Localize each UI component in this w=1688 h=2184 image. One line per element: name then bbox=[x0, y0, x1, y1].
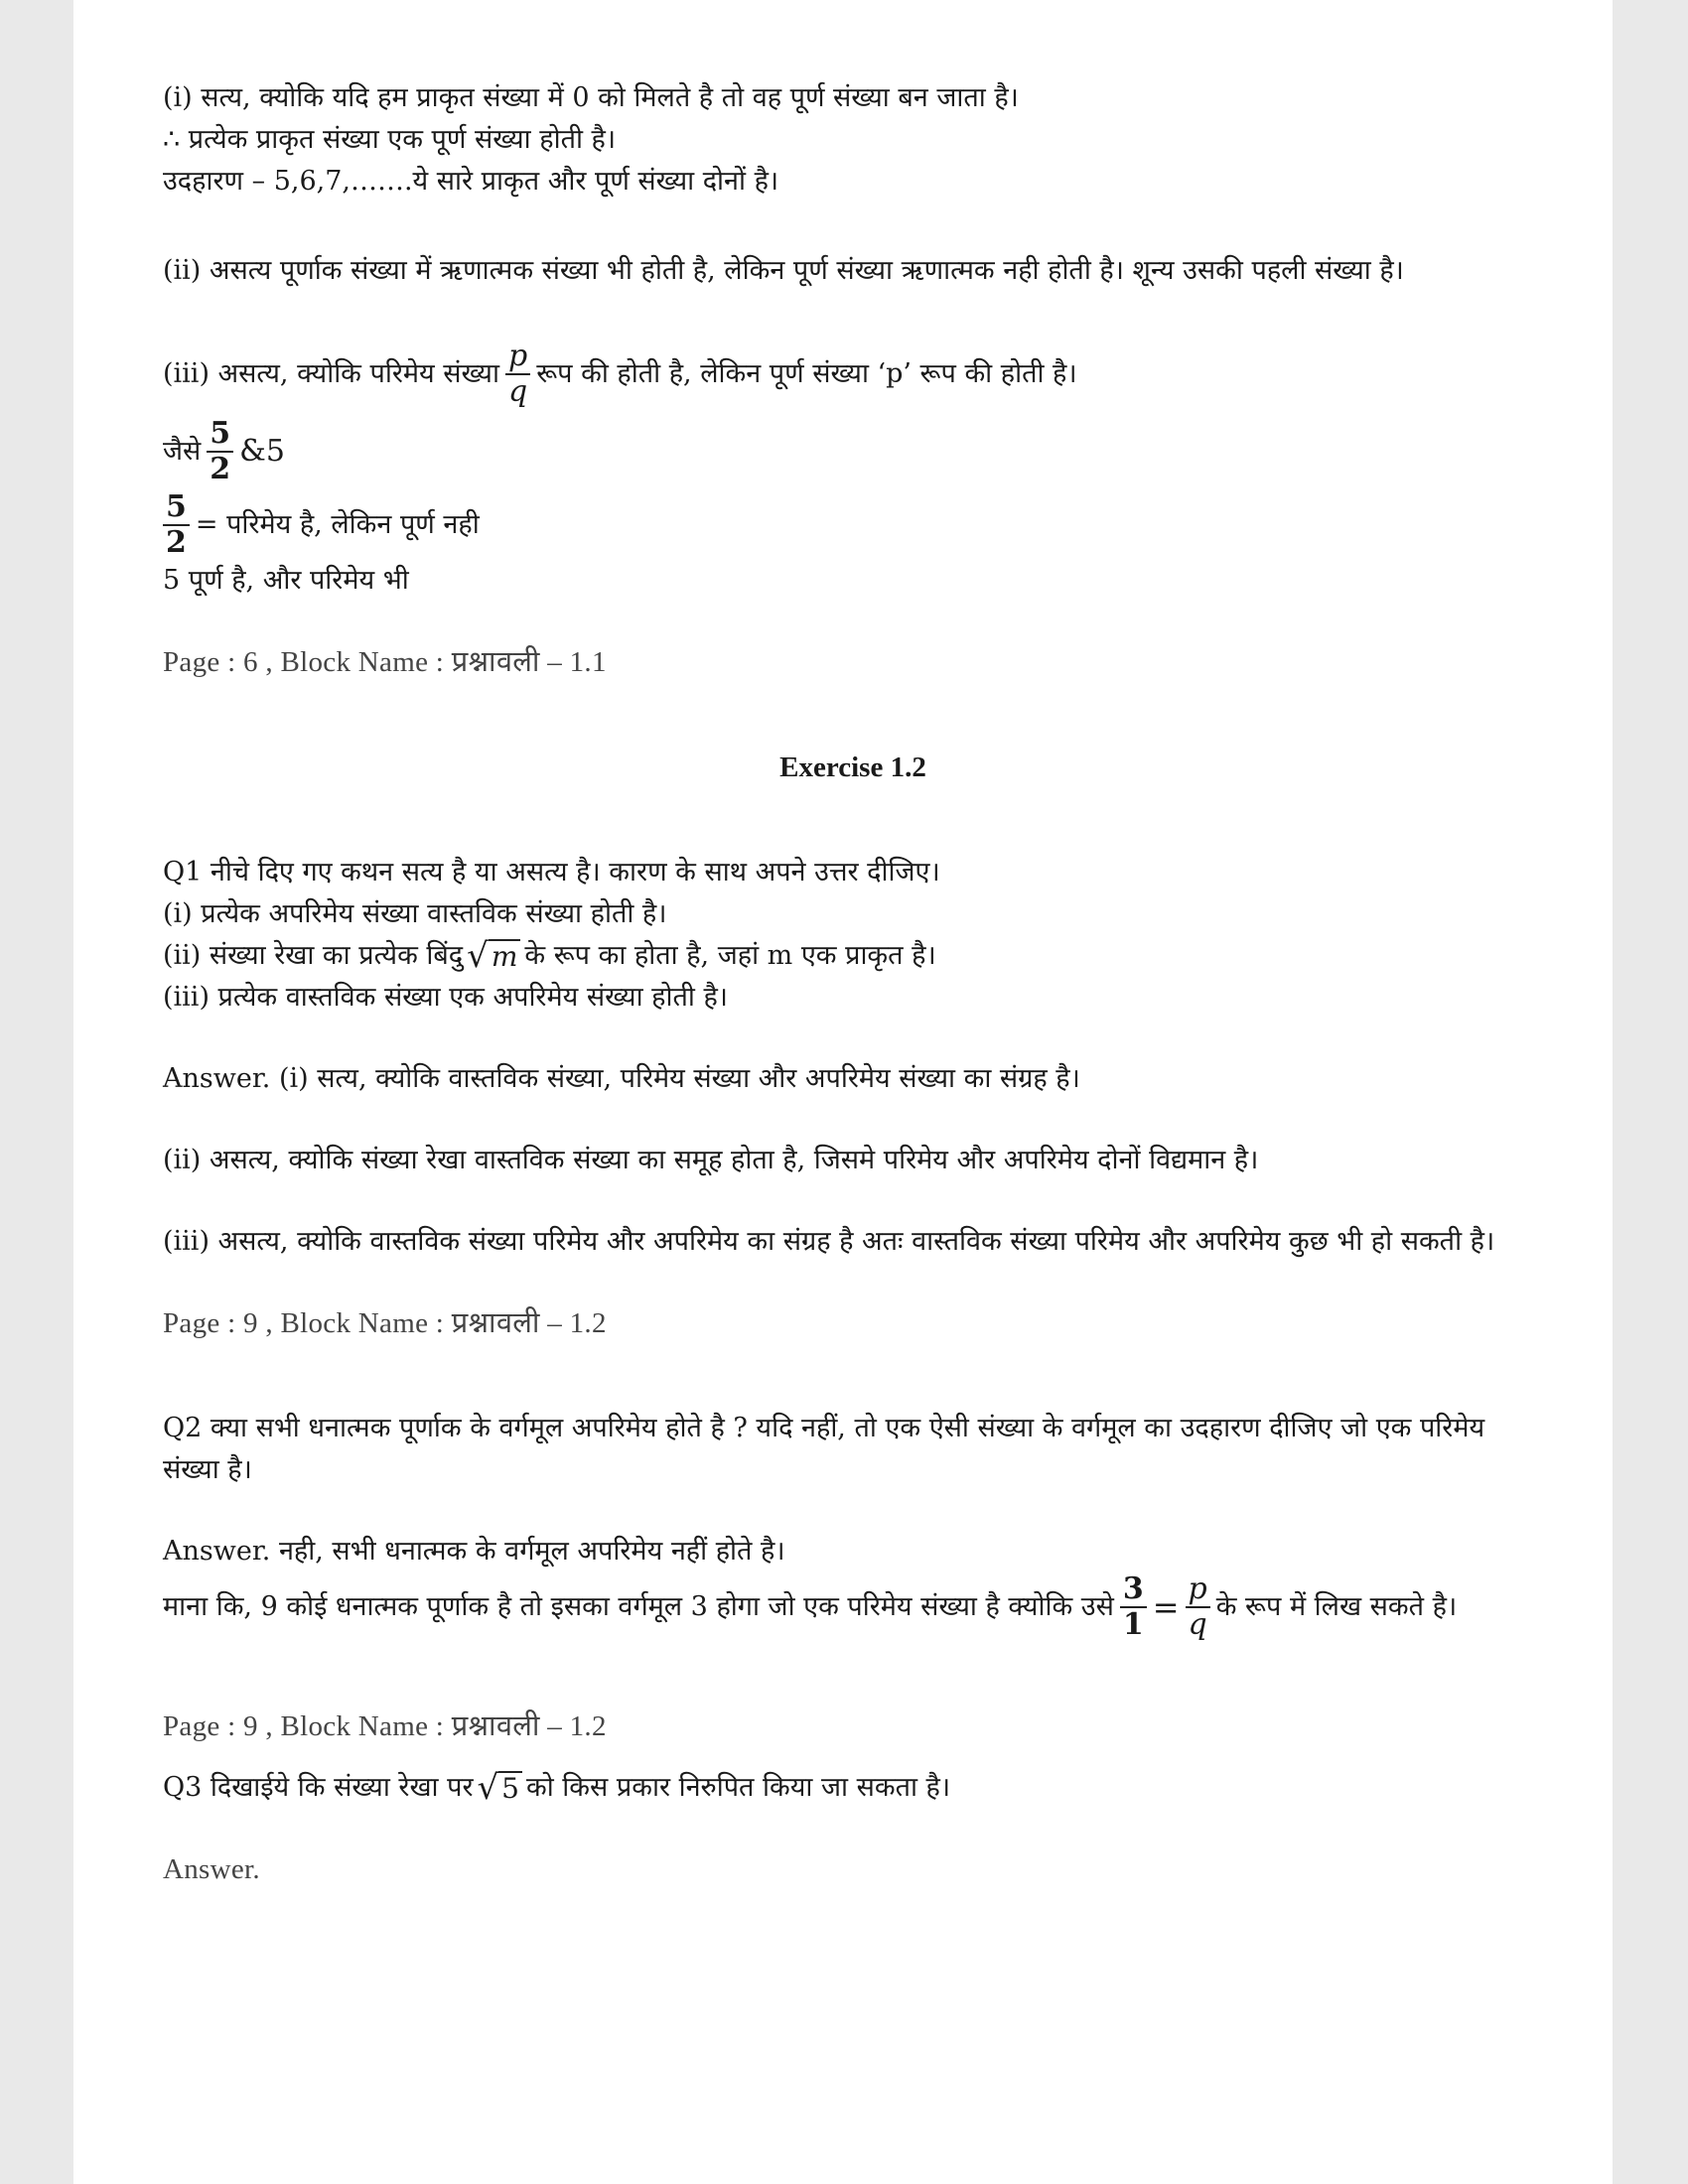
question-1-i: (i) प्रत्येक अपरिमेय संख्या वास्तविक संख्या होती है। bbox=[163, 898, 667, 929]
fraction-rational-line bbox=[157, 490, 1543, 560]
question-2: Q2 क्या सभी धनात्मक पूर्णाक के वर्गमूल अपरिमेय होते है ? यदि नहीं, तो एक ऐसी संख्या के वर्गमूल का उदहारण दीजिए जो एक परिमेय संख्या है। bbox=[163, 1413, 1485, 1485]
answer-2-post: के रूप में लिख सकते है। bbox=[1215, 1591, 1458, 1622]
answer-2-line-1: Answer. नही, सभी धनात्मक के वर्गमूल अपरिमेय नहीं होते है। bbox=[163, 1536, 785, 1567]
question-1-iii: (iii) प्रत्येक वास्तविक संख्या एक अपरिमेय संख्या होती है। bbox=[163, 982, 729, 1013]
question-3 bbox=[163, 1767, 1543, 1809]
answer-iii-line bbox=[163, 340, 1543, 409]
answer-iii-pre: (iii) असत्य, क्योकि परिमेय संख्या bbox=[163, 358, 499, 389]
fraction-numerator: p bbox=[507, 339, 528, 373]
question-1-ii bbox=[163, 935, 1543, 977]
question-3-pre: Q3 दिखाईये कि संख्या रेखा पर bbox=[163, 1772, 474, 1803]
example-post: &5 bbox=[239, 434, 285, 469]
document-content bbox=[163, 77, 1543, 1890]
fraction-numerator: 5 bbox=[166, 489, 187, 524]
radicand: m bbox=[489, 939, 521, 973]
fraction-numerator: 3 bbox=[1122, 1571, 1144, 1606]
answer-2-pre: माना कि, 9 कोई धनात्मक पूर्णाक है तो इसका वर्गमूल 3 होगा जो एक परिमेय संख्या है क्योकि उसे bbox=[163, 1591, 1114, 1622]
answer-2-line-2 bbox=[163, 1572, 1543, 1642]
question-1: Q1 नीचे दिए गए कथन सत्य है या असत्य है। कारण के साथ अपने उत्तर दीजिए। bbox=[163, 857, 940, 887]
fraction-5-2 bbox=[207, 417, 233, 486]
answer-1-i: Answer. (i) सत्य, क्योकि वास्तविक संख्या, परिमेय संख्या और अपरिमेय संख्या का संग्रह है। bbox=[163, 1063, 1080, 1094]
answer-iii-post: रूप की होती है, लेकिन पूर्ण संख्या ‘p’ रूप की होती है। bbox=[536, 358, 1077, 389]
therefore-text: ∴ प्रत्येक प्राकृत संख्या एक पूर्ण संख्या होती है। bbox=[163, 124, 617, 155]
question-3-post: को किस प्रकार निरुपित किया जा सकता है। bbox=[525, 1772, 951, 1803]
fraction-denominator: q bbox=[505, 373, 530, 409]
fraction-denominator: q bbox=[1186, 1606, 1210, 1642]
example-text: उदहारण – 5,6,7,…….ये सारे प्राकृत और पूर्ण संख्या दोनों है। bbox=[163, 166, 779, 197]
fraction-denominator: 1 bbox=[1120, 1606, 1147, 1642]
answer-ii-text: (ii) असत्य पूर्णाक संख्या में ऋणात्मक संख्या भी होती है, लेकिन पूर्ण संख्या ऋणात्मक नही होती है। शून्य उसकी पहली संख्या है। bbox=[163, 255, 1404, 286]
fraction-denominator: 2 bbox=[207, 451, 233, 486]
example-pre: जैसे bbox=[163, 436, 202, 467]
question-1-ii-pre: (ii) संख्या रेखा का प्रत्येक बिंदु bbox=[163, 940, 464, 971]
page-block-meta: Page : 9 , Block Name : प्रश्नावली – 1.2 bbox=[163, 1710, 607, 1742]
fraction-denominator: 2 bbox=[163, 524, 190, 560]
page-block-meta: Page : 6 , Block Name : प्रश्नावली – 1.1 bbox=[163, 646, 607, 678]
whole-note: 5 पूर्ण है, और परिमेय भी bbox=[163, 565, 409, 596]
radicand: 5 bbox=[498, 1771, 522, 1805]
example-fraction-line bbox=[163, 417, 1543, 486]
exercise-heading: Exercise 1.2 bbox=[779, 751, 926, 783]
question-1-ii-post: के रूप का होता है, जहां m एक प्राकृत है। bbox=[524, 940, 936, 971]
answer-1-iii: (iii) असत्य, क्योकि वास्तविक संख्या परिमेय और अपरिमेय का संग्रह है अतः वास्तविक संख्या परिमेय और अपरिमेय कुछ भी हो सकती है। bbox=[163, 1226, 1495, 1257]
answer-1-ii: (ii) असत्य, क्योकि संख्या रेखा वास्तविक संख्या का समूह होता है, जिसमे परिमेय और अपरिमेय दोनों विद्यमान है। bbox=[163, 1145, 1259, 1175]
radical-sign: √ bbox=[477, 1768, 499, 1808]
fraction-5-2 bbox=[163, 490, 190, 560]
sqrt-5 bbox=[477, 1768, 522, 1808]
page-block-meta: Page : 9 , Block Name : प्रश्नावली – 1.2 bbox=[163, 1307, 607, 1339]
fraction-numerator: p bbox=[1188, 1571, 1207, 1606]
fraction-p-q bbox=[505, 340, 530, 409]
answer-i-text: (i) सत्य, क्योकि यदि हम प्राकृत संख्या में 0 को मिलते है तो वह पूर्ण संख्या बन जाता है। bbox=[163, 82, 1019, 113]
equals-sign: = bbox=[1152, 1588, 1180, 1626]
fraction-3-1 bbox=[1120, 1572, 1147, 1642]
sqrt-m bbox=[467, 936, 520, 976]
fraction-numerator: 5 bbox=[210, 416, 231, 451]
fraction-p-q bbox=[1186, 1572, 1210, 1642]
rational-note: = परिमेय है, लेकिन पूर्ण नही bbox=[195, 509, 480, 540]
document-page bbox=[73, 0, 1613, 2184]
answer-3-label: Answer. bbox=[163, 1853, 260, 1885]
radical-sign: √ bbox=[467, 936, 489, 976]
